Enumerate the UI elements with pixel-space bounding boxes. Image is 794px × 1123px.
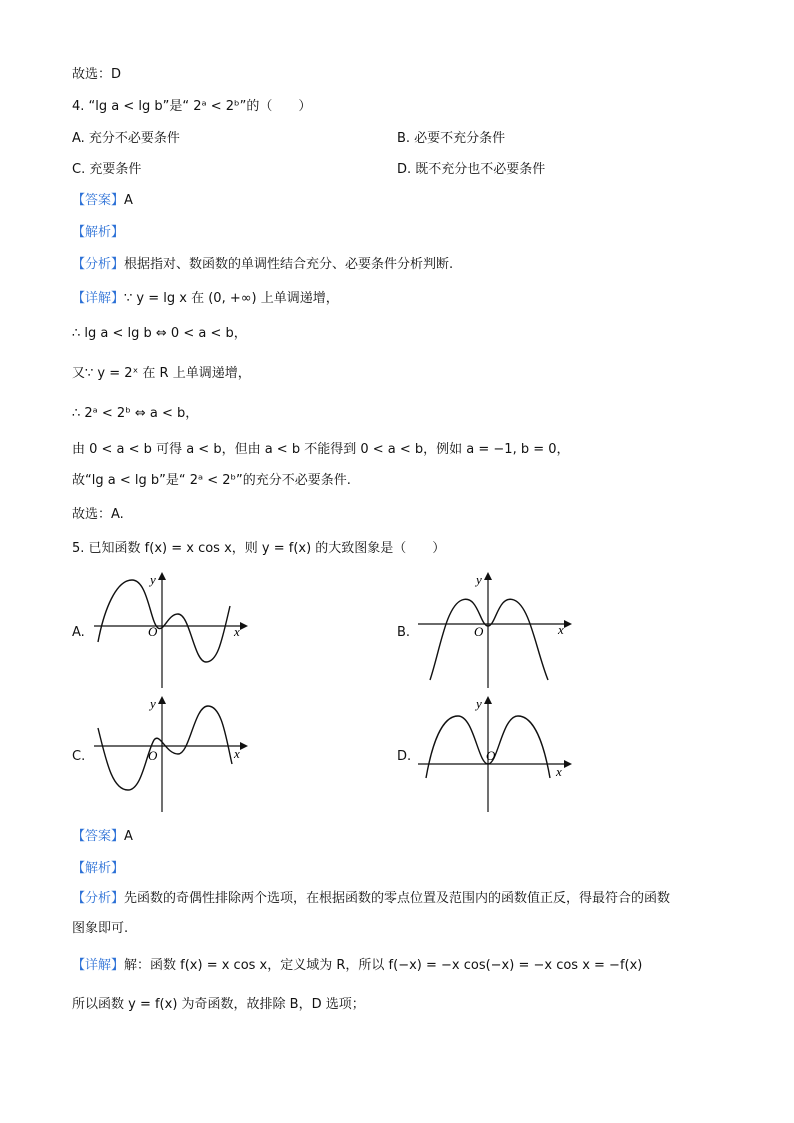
graph-d-y-arrow [484, 696, 492, 704]
graph-d-origin: O [486, 748, 496, 763]
graph-a-origin: O [148, 624, 158, 639]
q4-option-a: A. 充分不必要条件 [72, 131, 180, 146]
graph-b-x-label: x [558, 622, 564, 637]
answer2-label: 【答案】 [72, 829, 125, 844]
graph-d-x-arrow [564, 760, 572, 768]
graph-d-label: D. [397, 749, 412, 764]
graph-b-label: B. [397, 625, 411, 640]
graph-a [90, 570, 250, 690]
fenxi-row [72, 256, 453, 274]
answer-label: 【答案】 [72, 193, 125, 208]
jiexi2-label [72, 860, 124, 878]
answer2-value: A [124, 829, 133, 844]
derivation-line-4: 由 0 < a < b 可得 a < b，但由 a < b 不能得到 0 < a < b，例如 a = −1, b = 0， [72, 442, 570, 457]
graph-c-curve [98, 706, 232, 790]
fenxi2-row [72, 890, 670, 908]
fenxi-text: 根据指对、数函数的单调性结合充分、必要条件分析判断. [124, 257, 454, 272]
graph-c [90, 694, 250, 814]
xiangjie-label: 【详解】 [72, 291, 125, 306]
graph-a-y-label: y [150, 572, 156, 587]
graph-a-x-label: x [234, 624, 240, 639]
graph-a-curve [98, 580, 230, 662]
graph-b-y-arrow [484, 572, 492, 580]
graph-b-x-arrow [564, 620, 572, 628]
fenxi2-text-2: 图象即可. [72, 921, 129, 936]
jiexi-label [72, 224, 124, 242]
xiangjie2-label: 【详解】 [72, 958, 125, 973]
q4-option-b: B. 必要不充分条件 [397, 131, 506, 146]
graph-d-x-label: x [556, 764, 562, 779]
xiangjie2-row [72, 957, 642, 975]
derivation-line-2: 又∵ y = 2ˣ 在 R 上单调递增， [72, 366, 251, 381]
q4-option-d: D. 既不充分也不必要条件 [397, 162, 546, 177]
graph-a-label: A. [72, 625, 85, 640]
derivation-line-1: ∴ lg a < lg b ⇔ 0 < a < b， [72, 326, 247, 341]
graph-c-label: C. [72, 749, 86, 764]
graph-b-y-label: y [476, 572, 482, 587]
graph-c-origin: O [148, 748, 158, 763]
graph-b-curve [430, 599, 548, 680]
answer-value: A [124, 193, 133, 208]
graph-b [414, 570, 574, 690]
derivation-line-3: ∴ 2ᵃ < 2ᵇ ⇔ a < b， [72, 406, 199, 421]
fenxi-label: 【分析】 [72, 257, 125, 272]
graph-c-x-label: x [234, 746, 240, 761]
xiangjie2-text: 解：函数 f(x) = x cos x，定义域为 R，所以 f(−x) = −x cos(−x) = −x cos x = −f(x) [124, 958, 643, 973]
choose-a: 故选：A. [72, 507, 124, 522]
graph-c-x-arrow [240, 742, 248, 750]
derivation-line-5: 故“lg a < lg b”是“ 2ᵃ < 2ᵇ”的充分不必要条件. [72, 473, 351, 488]
jiexi-text: 【解析】 [72, 225, 125, 240]
q4-option-c: C. 充要条件 [72, 162, 142, 177]
fenxi2-text: 先函数的奇偶性排除两个选项，在根据函数的零点位置及范围内的函数值正反，得最符合的函数 [124, 891, 671, 906]
xiangjie-text: ∵ y = lg x 在 (0, +∞) 上单调递增， [124, 291, 339, 306]
graph-c-y-label: y [150, 696, 156, 711]
question-4: 4. “lg a < lg b”是“ 2ᵃ < 2ᵇ”的（ ） [72, 99, 312, 114]
choose-d: 故选：D [72, 67, 122, 82]
jiexi2-text: 【解析】 [72, 861, 125, 876]
graph-d-y-label: y [476, 696, 482, 711]
question-5: 5. 已知函数 f(x) = x cos x，则 y = f(x) 的大致图象是（ ） [72, 541, 446, 556]
xiangjie-row [72, 290, 339, 308]
graph-a-x-arrow [240, 622, 248, 630]
answer2-row [72, 828, 133, 846]
answer-row [72, 192, 133, 210]
graph-d [414, 694, 574, 814]
last-line: 所以函数 y = f(x) 为奇函数，故排除 B，D 选项； [72, 997, 365, 1012]
graph-a-y-arrow [158, 572, 166, 580]
fenxi2-label: 【分析】 [72, 891, 125, 906]
graph-b-origin: O [474, 624, 484, 639]
graph-c-y-arrow [158, 696, 166, 704]
